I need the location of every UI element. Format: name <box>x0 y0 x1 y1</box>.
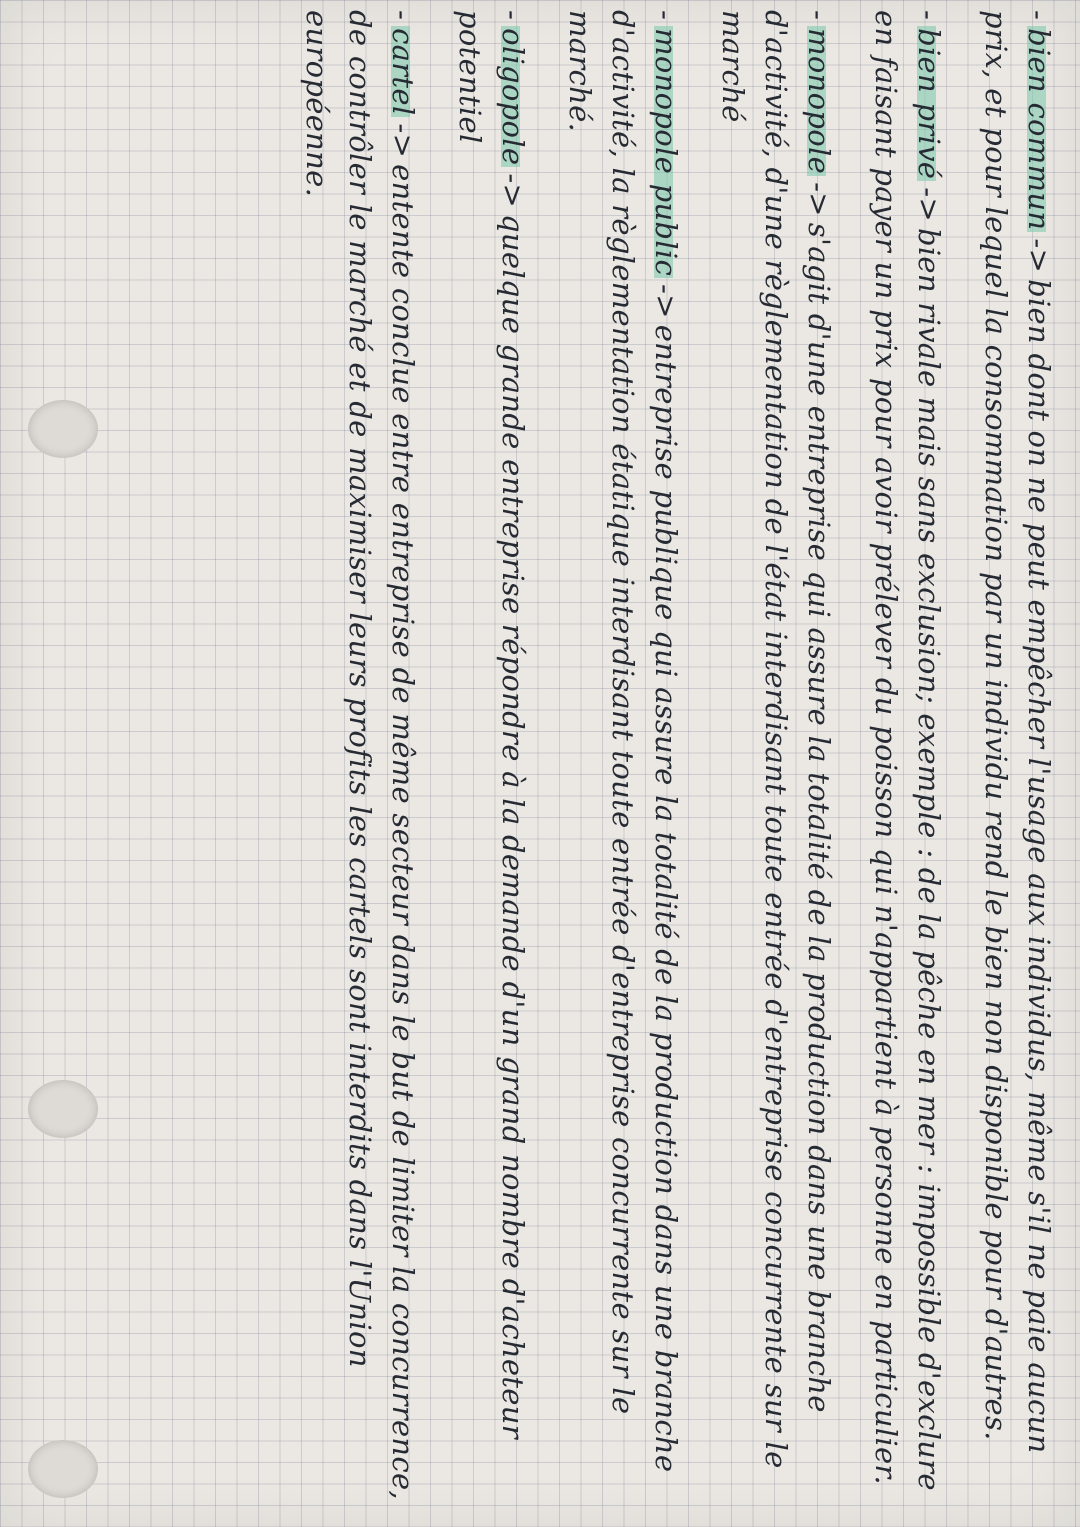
bullet-dash: - <box>802 10 836 21</box>
definition-text: quelque grande entreprise répondre à la demande d'un grand nombre d'acheteur potentiel <box>453 10 530 1439</box>
definition-text: entreprise publique qui assure la totalité de la production dans une branche d'activité, la règlementation étatique interdisant toute entrée d'entreprise concurrente sur le marché. <box>563 10 683 1473</box>
entry-monopole <box>711 10 840 1510</box>
entry-bien-commun <box>974 10 1060 1510</box>
arrow: -> <box>386 123 420 159</box>
arrow: -> <box>496 173 530 209</box>
arrow: -> <box>802 182 836 217</box>
bullet-dash: - <box>912 10 946 21</box>
term-highlight: monopole <box>802 28 836 175</box>
definition-list <box>295 10 1060 1510</box>
term-highlight: monopole public <box>649 28 683 276</box>
entry-cartel <box>295 10 424 1510</box>
entry-oligopole <box>448 10 534 1510</box>
definition-text: bien rivale mais sans exclusion; exemple : de la pêche en mer : impossible d'exclure en faisant payer un prix pour avoir prélever du poisson qui n'appartient à personne en particulier. <box>869 10 946 1491</box>
bullet-dash: - <box>1022 10 1056 21</box>
term-highlight: cartel <box>386 28 420 116</box>
handwritten-notes <box>40 10 1060 1510</box>
bullet-dash: - <box>496 10 530 21</box>
definition-text: bien dont on ne peut empêcher l'usage aux individus, même s'il ne paie aucun prix, et pour lequel la consommation par un individu rend le bien non disponible pour d'autres. <box>979 10 1056 1454</box>
arrow: -> <box>1022 238 1056 274</box>
arrow: -> <box>912 187 946 222</box>
bullet-dash: - <box>386 10 420 21</box>
definition-text: s'agit d'une entreprise qui assure la totalité de la production dans une branche d'activité, d'une règlementation de l'état interdisant toute entrée d'entreprise concurrente sur le marché <box>716 10 836 1469</box>
term-highlight: oligopole <box>496 28 530 166</box>
bullet-dash: - <box>649 10 683 21</box>
entry-monopole-public <box>558 10 687 1510</box>
entry-bien-prive <box>864 10 950 1510</box>
arrow: -> <box>649 283 683 319</box>
definition-text: entente conclue entre entreprise de même secteur dans le but de limiter la concurrence, de contrôler le marché et de maximiser leurs profits les cartels sont interdits dans l'Union européenne. <box>300 10 420 1500</box>
term-highlight: bien privé <box>912 28 946 180</box>
term-highlight: bien commun <box>1022 28 1056 231</box>
